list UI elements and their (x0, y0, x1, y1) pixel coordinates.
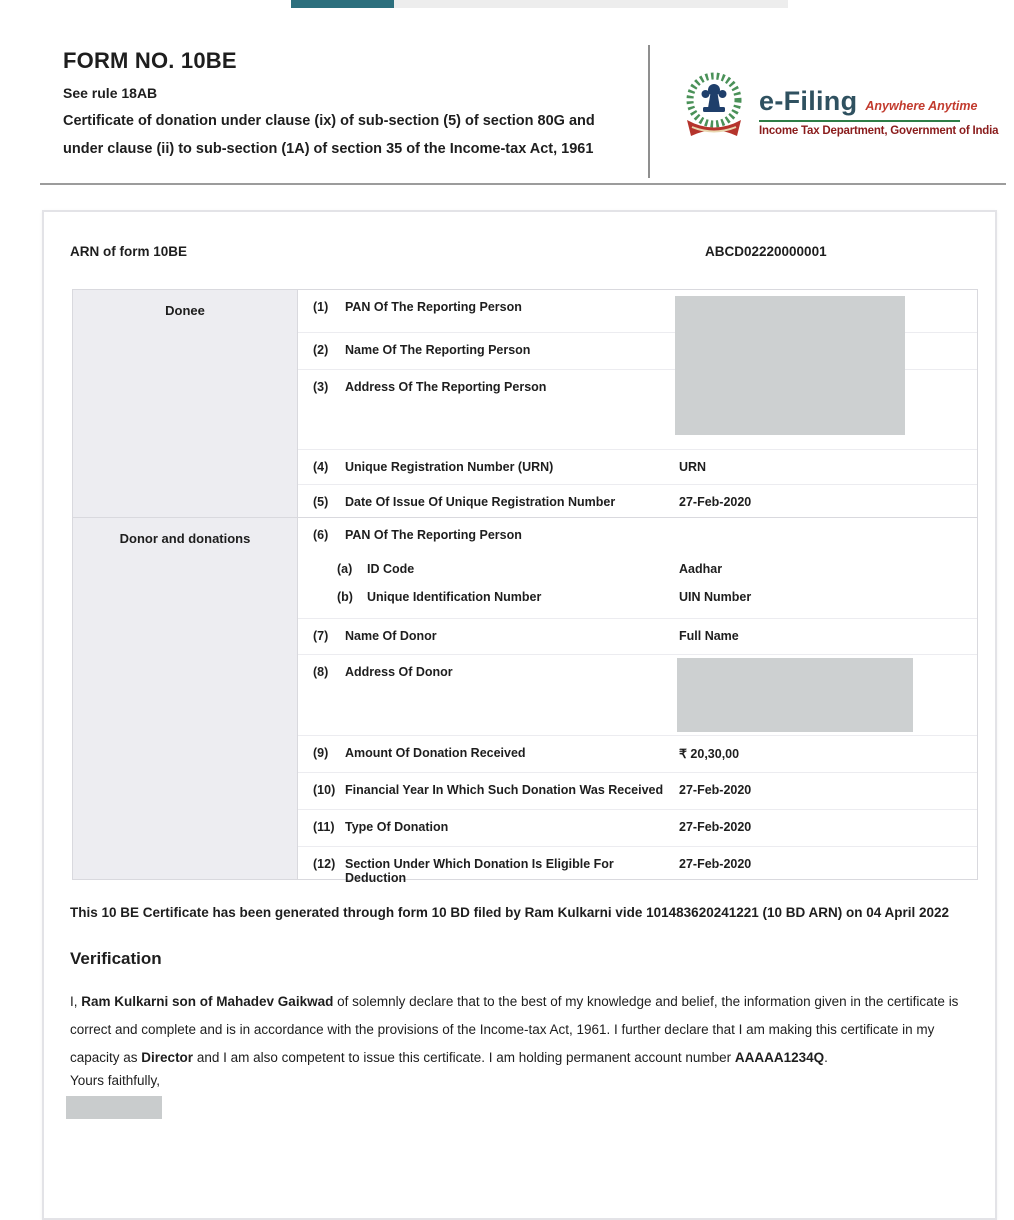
row-number: (9) (313, 746, 329, 760)
declaration-text: of solemnly declare that to the best of my knowledge and belief, the information given in the certificate is correct and complete and is in accordance with the provisions of the Income-tax Act, 1961. I further declare that I am making this certificate in my capacity as (70, 994, 959, 1065)
row-label: Unique Identification Number (367, 590, 542, 604)
closing-salutation: Yours faithfully, (70, 1073, 161, 1088)
declaration-text: . (824, 1050, 828, 1065)
certificate-card (42, 210, 997, 1220)
table-row (298, 449, 977, 484)
table-subrow (313, 562, 977, 590)
row-value: 27-Feb-2020 (679, 857, 752, 871)
rule-reference: See rule 18AB (63, 85, 158, 101)
row-label: Address Of Donor (345, 665, 453, 679)
row-number: (b) (337, 590, 353, 604)
arn-row (70, 244, 975, 259)
row-label: Address Of The Reporting Person (345, 380, 547, 394)
redacted-signature-box (66, 1096, 162, 1119)
arn-label: ARN of form 10BE (70, 244, 188, 259)
row-label: Date Of Issue Of Unique Registration Number (345, 495, 616, 509)
top-progress-bar-track (394, 0, 788, 8)
form-header (63, 48, 638, 157)
form-title: FORM NO. 10BE (63, 48, 237, 73)
row-value: 27-Feb-2020 (679, 783, 752, 797)
row-number: (2) (313, 343, 329, 357)
india-emblem-icon (682, 70, 746, 150)
table-row (313, 528, 977, 562)
row-label: PAN Of The Reporting Person (345, 300, 522, 314)
row-number: (5) (313, 495, 329, 509)
row-label: Unique Registration Number (URN) (345, 460, 554, 474)
declarant-name: Ram Kulkarni son of Mahadev Gaikwad (81, 994, 334, 1009)
row-number: (6) (313, 528, 329, 542)
row-label: Financial Year In Which Such Donation Was Received (345, 783, 664, 797)
efiling-brand-name: e-Filing (759, 86, 858, 116)
row-label: Section Under Which Donation Is Eligible For Deduction (345, 857, 614, 885)
row-value: Aadhar (679, 562, 723, 576)
row-value: 27-Feb-2020 (679, 820, 752, 834)
declaration-text: I, (70, 994, 82, 1009)
row-number: (1) (313, 300, 329, 314)
row-value: UIN Number (679, 590, 752, 604)
table-row (298, 735, 977, 772)
declaration-paragraph (70, 988, 978, 1072)
row-value: Full Name (679, 629, 739, 643)
generated-note: This 10 BE Certificate has been generated through form 10 BD filed by Ram Kulkarni vide 101483620241221 (10 BD ARN) on 04 April 2022 (70, 905, 950, 920)
row-number: (3) (313, 380, 329, 394)
header-vertical-divider (648, 45, 650, 178)
form-description-line2: under clause (ii) to sub-section (1A) of section 35 of the Income-tax Act, 1961 (63, 141, 594, 157)
certificate-table (72, 289, 978, 885)
designation: Director (141, 1050, 194, 1065)
declaration-text: and I am also competent to issue this certificate. I am holding permanent account number (193, 1050, 735, 1065)
table-row (298, 484, 977, 517)
table-row (298, 772, 977, 809)
table-row (298, 809, 977, 846)
row-label: Type Of Donation (345, 820, 449, 834)
donee-section-header: Donee (73, 290, 298, 517)
row-value: URN (679, 460, 707, 474)
row-label: Amount Of Donation Received (345, 746, 526, 760)
row-number: (12) (313, 857, 336, 871)
verification-heading: Verification (70, 949, 162, 968)
row-value: 27-Feb-2020 (679, 495, 752, 509)
row-label: Name Of Donor (345, 629, 437, 643)
donor-section-header: Donor and donations (73, 518, 298, 879)
row-label: ID Code (367, 562, 415, 576)
row-number: (11) (313, 820, 335, 834)
pan-number: AAAAA1234Q (734, 1050, 825, 1065)
table-row-composite (298, 518, 977, 618)
form-description-line1: Certificate of donation under clause (ix) of sub-section (5) of section 80G and (63, 113, 595, 129)
row-number: (a) (337, 562, 353, 576)
table-row (298, 846, 977, 885)
row-label: Name Of The Reporting Person (345, 343, 531, 357)
row-label: PAN Of The Reporting Person (345, 528, 522, 542)
redacted-donee-details-box (675, 296, 905, 435)
top-progress-bar-segment (291, 0, 394, 8)
row-number: (7) (313, 629, 329, 643)
row-number: (10) (313, 783, 336, 797)
efiling-tagline: Anywhere Anytime (865, 99, 978, 113)
redacted-donor-address-box (677, 658, 913, 732)
department-name: Income Tax Department, Government of India (759, 125, 999, 137)
table-row (298, 618, 977, 654)
row-number: (8) (313, 665, 329, 679)
table-subrow (313, 590, 977, 620)
logo-green-divider (759, 120, 960, 122)
efiling-logo (682, 70, 998, 150)
header-horizontal-rule (40, 183, 1006, 185)
arn-value: ABCD02220000001 (705, 244, 827, 259)
row-number: (4) (313, 460, 329, 474)
efiling-logo-text (759, 70, 998, 150)
row-value: ₹ 20,30,00 (679, 747, 740, 761)
